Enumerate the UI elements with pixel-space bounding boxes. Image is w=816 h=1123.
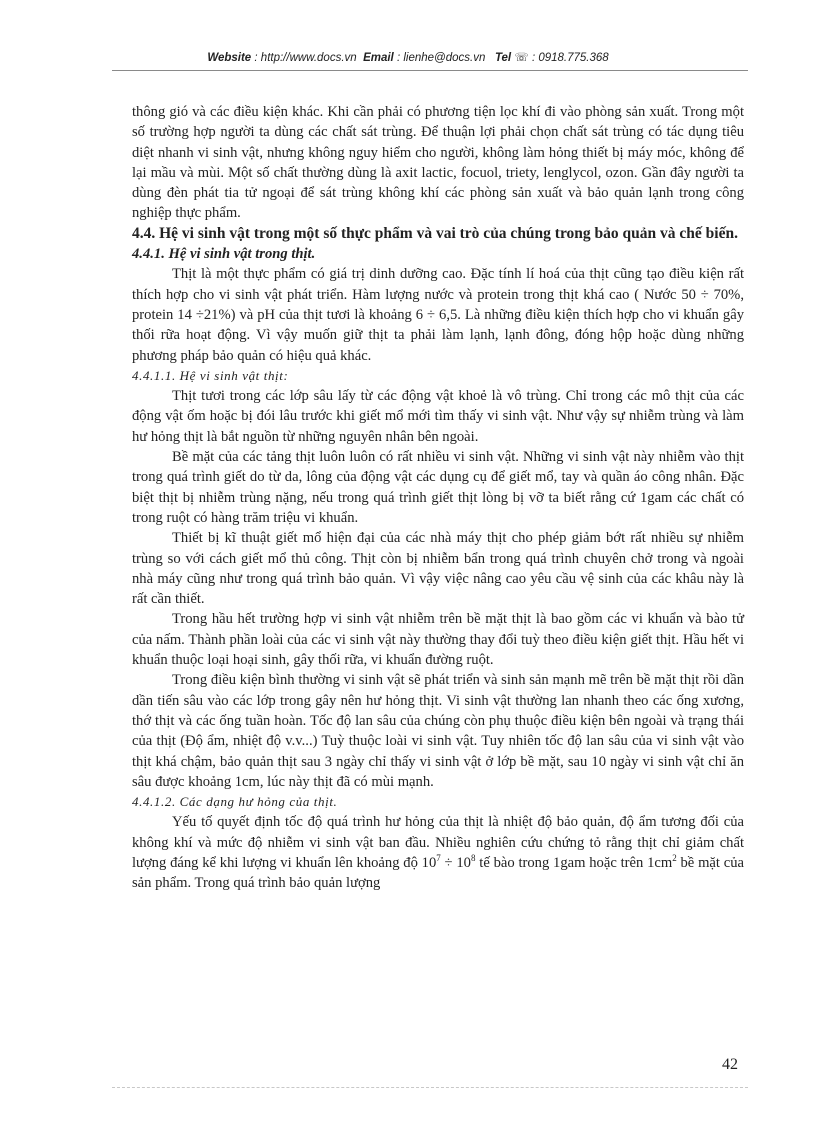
page-number: 42 bbox=[722, 1056, 738, 1073]
paragraph-spoilage-factors: Yếu tố quyết định tốc độ quá trình hư hỏng của thịt là nhiệt độ bảo quản, độ ẩm tương đối của không khí và mức độ nhiễm vi sinh vật ban đầu. Nhiều nghiên cứu chứng tỏ rằng thịt chỉ giảm chất lượng đáng kể khi lượng vi khuẩn lên khoảng độ $10^7 \div 10^8$ tế bào trong 1gam hoặc trên $1cm^2$ bề mặt của sản phẩm. Trong quá trình bảo quản lượng bbox=[132, 814, 745, 892]
email-label: Email bbox=[363, 52, 394, 64]
section-heading-4-4: 4.4. Hệ vi sinh vật trong một số thực phẩm và vai trò của chúng trong bảo quản và chế biến. bbox=[132, 224, 738, 242]
website-value[interactable]: : http://www.docs.vn bbox=[254, 52, 357, 64]
phone-icon: ☏ bbox=[514, 52, 529, 64]
page-header bbox=[0, 50, 816, 64]
document-body bbox=[132, 102, 744, 894]
footer-divider bbox=[112, 1087, 748, 1088]
subsubsection-heading-4-4-1-2: 4.4.1.2. Các dạng hư hỏng của thịt. bbox=[132, 794, 338, 810]
tel-label: Tel bbox=[494, 52, 512, 64]
paragraph-meat-nutrition: Thịt là một thực phẩm có giá trị dinh dưỡng cao. Đặc tính lí hoá của thịt cũng tạo điều kiện rất thích hợp cho vi sinh vật phát triển. Hàm lượng nước và protein trong thịt khá cao ( Nước 50 ÷ 70%, protein 14 ÷21%) và pH của thịt tươi là khoảng 6 ÷ 6,5. Là những điều kiện thích hợp cho vi khuẩn gây thối rữa hoạt động. Vì vậy muốn giữ thịt ta phải làm lạnh, lạnh đông, đóng hộp hoặc dùng những phương pháp bảo quản có hiệu quả khác. bbox=[132, 266, 744, 364]
website-label: Website bbox=[207, 52, 252, 64]
subsection-heading-4-4-1: 4.4.1. Hệ vi sinh vật trong thịt. bbox=[132, 246, 316, 263]
paragraph-fresh-meat: Thịt tươi trong các lớp sâu lấy từ các động vật khoẻ là vô trùng. Chỉ trong các mô thịt của các động vật ốm hoặc bị đói lâu trước khi giết mổ mới tìm thấy vi sinh vật. Như vậy sự nhiễm trùng và làm hư hỏng thịt là bắt nguồn từ những nguyên nhân bên ngoài. bbox=[132, 388, 744, 445]
subsubsection-heading-4-4-1-1: 4.4.1.1. Hệ vi sinh vật thịt: bbox=[132, 367, 289, 383]
header-divider bbox=[112, 70, 748, 71]
paragraph-equipment: Thiết bị kĩ thuật giết mổ hiện đại của các nhà máy thịt cho phép giảm bớt rất nhiều sự nhiễm trùng so với cách giết mổ thủ công. Thịt còn bị nhiễm bẩn trong quá trình chuyên chở trong và ngoài nhà máy cũng như trong quá trình bảo quản. Vì vậy việc nâng cao yêu cầu vệ sinh của các khâu này là rất cần thiết. bbox=[132, 530, 744, 608]
paragraph-ventilation: thông gió và các điều kiện khác. Khi cần phải có phương tiện lọc khí đi vào phòng sản xuất. Trong một số trường hợp người ta dùng các chất sát trùng. Để thuận lợi phải chọn chất sát trùng có tác dụng tiêu diệt nhanh vi sinh vật, nhưng không nguy hiểm cho người, không làm hỏng thiết bị máy móc, không để lại mầu và mùi. Một số chất thường dùng là axit lactic, focuol, triety, lenglycol, ozon. Gần đây người ta dùng đèn phát tia tử ngoại để sát trùng không khí các phòng sản xuất và bảo quản lạnh trong công nghiệp thực phẩm. bbox=[132, 104, 744, 222]
tel-value: : 0918.775.368 bbox=[531, 52, 609, 64]
email-value[interactable]: : lienhe@docs.vn bbox=[396, 52, 486, 64]
paragraph-meat-surface: Bề mặt của các tảng thịt luôn luôn có rất nhiều vi sinh vật. Những vi sinh vật này nhiễm vào thịt trong quá trình giết do từ da, lông của động vật các dụng cụ để giết mổ, tay và quần áo công nhân. Đặc biệt thịt bị nhiễm trùng nặng, nếu trong quá trình giết thịt lòng bị vỡ ta biết rằng cứ 1gam các chất có trong ruột có hàng trăm triệu vi khuẩn. bbox=[132, 449, 744, 526]
paragraph-bacteria-types: Trong hầu hết trường hợp vi sinh vật nhiễm trên bề mặt thịt là bao gồm các vi khuẩn và bào tử của nấm. Thành phần loài của các vi sinh vật này thường thay đổi tuỳ theo điều kiện giết thịt. Hầu hết vi khuẩn thuộc loại hoại sinh, gây thối rữa, vi khuẩn đường ruột. bbox=[132, 611, 744, 669]
paragraph-spread: Trong điều kiện bình thường vi sinh vật sẽ phát triển và sinh sản mạnh mẽ trên bề mặt thịt rồi dần dần tiến sâu vào các lớp trong gây nên hư hỏng thịt. Vi sinh vật thường lan nhanh theo các ống xương, thớ thịt và các ống tuần hoàn. Tốc độ lan sâu của chúng còn phụ thuộc điều kiện bên ngoài và trạng thái của thịt (Độ ẩm, nhiệt độ v.v...) Tuỳ thuộc loài vi sinh vật. Tuy nhiên tốc độ lan sâu của vi sinh vật vào thịt khá chậm, bảo quản thịt sau 3 ngày chỉ thấy vi sinh vật ở lớp bề mặt, sau 10 ngày vi sinh vật chỉ ăn sâu được khoảng 1cm, lúc này thịt đã có mùi mạnh. bbox=[132, 672, 744, 790]
